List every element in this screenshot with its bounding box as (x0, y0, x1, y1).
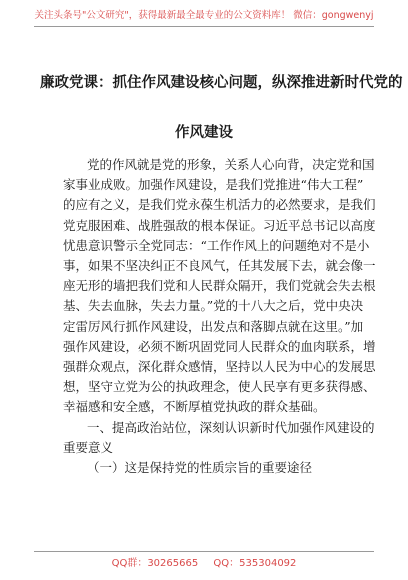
body-line: 忧患意识警示全党同志：“工作作风上的问题绝对不是小 (63, 237, 370, 253)
header-divider (34, 26, 374, 27)
header-promo-text: 关注头条号"公文研究"，获得最新最全最专业的公文资料库！ 微信：gongwenyj (34, 10, 374, 21)
footer-qq-group: QQ群：30265665 (111, 558, 199, 569)
section-heading-line: 一、提高政治站位，深刻认识新时代加强作风建设的 (87, 419, 375, 435)
body-line: 强群众观点，深化群众感情，坚持以人民为中心的发展思 (63, 359, 376, 375)
footer-contact (0, 556, 408, 572)
body-line: 幸福感和安全感，不断厚植党执政的群众基础。 (63, 399, 326, 415)
body-line: 想，坚守立党为公的执政理念，使人民享有更多获得感、 (63, 379, 376, 395)
footer-qq-number: QQ：535304092 (213, 558, 297, 569)
body-line: 事，如果不坚决纠正不良风气，任其发展下去，就会像一 (63, 258, 376, 274)
body-line: 座无形的墙把我们党和人民群众隔开，我们党就会失去根 (63, 278, 376, 294)
footer-divider (34, 551, 374, 552)
body-line: 党克服困难、战胜强敌的根本保证。习近平总书记以高度 (63, 217, 376, 233)
body-line: 党的作风就是党的形象，关系人心向背，决定党和国 (87, 157, 375, 172)
body-line: 定雷厉风行抓作风建设，出发点和落脚点就在这里。”加 (63, 318, 364, 334)
body-line: 强作风建设，必须不断巩固党同人民群众的血肉联系，增 (63, 338, 376, 354)
document-body (63, 155, 376, 478)
document-title-line-1: 廉政党课：抓住作风建设核心问题，纵深推进新时代党的 (40, 74, 403, 91)
subsection-heading: （一）这是保持党的性质宗旨的重要途径 (87, 460, 313, 476)
body-line: 基、失去血脉，失去力量。”党的十八大之后，党中央决 (63, 298, 364, 314)
section-heading-line: 重要意义 (63, 439, 114, 455)
body-line: 的应有之义，是我们党永葆生机活力的必然要求，是我们 (63, 197, 376, 213)
body-line: 家事业成败。加强作风建设，是我们党推进“伟大工程” (63, 177, 364, 193)
document-title-line-2: 作风建设 (175, 124, 233, 141)
